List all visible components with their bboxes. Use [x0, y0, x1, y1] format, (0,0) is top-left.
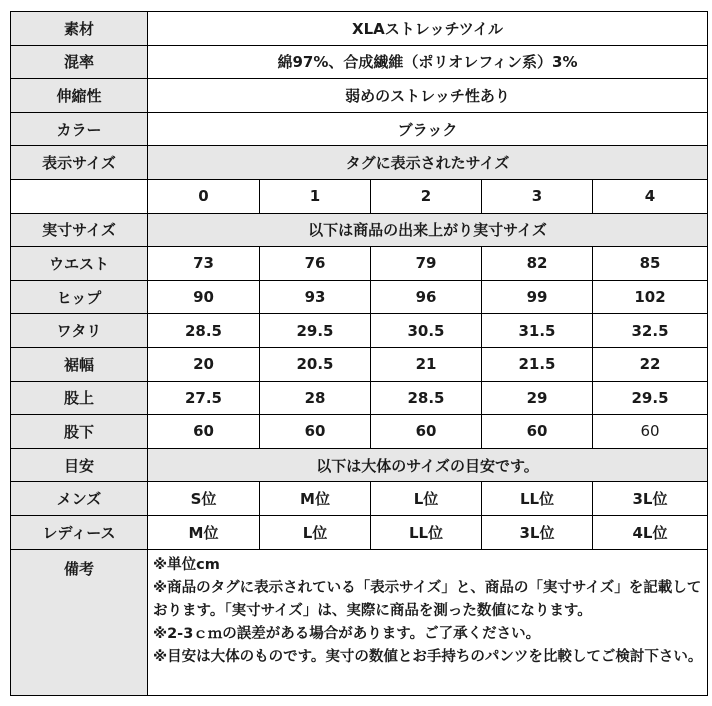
- notes-content: [148, 549, 708, 695]
- measurement-label: ワタリ: [11, 314, 148, 348]
- material-row: [11, 12, 708, 46]
- material-label: 素材: [11, 12, 148, 46]
- blend-value: 綿97%、合成繊維（ポリオレフィン系）3%: [148, 45, 708, 79]
- size-spec-table: [10, 11, 708, 696]
- ladies-size: LL位: [371, 515, 482, 549]
- measurement-value: 82: [482, 247, 593, 281]
- measurement-label: ヒップ: [11, 280, 148, 314]
- note-line: ※目安は大体のものです。実寸の数値とお手持ちのパンツを比較してご検討下さい。: [153, 649, 703, 666]
- measurement-value: 90: [148, 280, 260, 314]
- mens-size: LL位: [482, 482, 593, 516]
- mens-size: M位: [260, 482, 371, 516]
- measurement-label: 股上: [11, 381, 148, 415]
- measurement-row-thigh: [11, 314, 708, 348]
- measurement-value: 20.5: [260, 347, 371, 381]
- measurement-value: 21: [371, 347, 482, 381]
- measurement-value: 28: [260, 381, 371, 415]
- measurement-row-rise: [11, 381, 708, 415]
- size-number-cell: 2: [371, 179, 482, 213]
- guide-row: [11, 448, 708, 482]
- measurement-value: 76: [260, 247, 371, 281]
- ladies-size: M位: [148, 515, 260, 549]
- size-number-cell: 4: [593, 179, 708, 213]
- actual-size-row: [11, 213, 708, 247]
- ladies-size: 4L位: [593, 515, 708, 549]
- guide-label: 目安: [11, 448, 148, 482]
- measurement-row-waist: [11, 247, 708, 281]
- measurement-label: 股下: [11, 415, 148, 449]
- measurement-value: 27.5: [148, 381, 260, 415]
- ladies-size: 3L位: [482, 515, 593, 549]
- note-line: ※2-3ｃｍの誤差がある場合があります。ご了承ください。: [153, 626, 541, 643]
- note-line: ※商品のタグに表示されている「表示サイズ」と、商品の「実寸サイズ」を記載しております。「実寸サイズ」は、実際に商品を測った数値になります。: [153, 579, 702, 619]
- measurement-value: 28.5: [371, 381, 482, 415]
- size-number-cell: 3: [482, 179, 593, 213]
- measurement-value: 28.5: [148, 314, 260, 348]
- blend-row: [11, 45, 708, 79]
- actual-size-label: 実寸サイズ: [11, 213, 148, 247]
- size-number-row: [11, 179, 708, 213]
- color-label: カラー: [11, 112, 148, 146]
- measurement-value: 30.5: [371, 314, 482, 348]
- display-size-value: タグに表示されたサイズ: [148, 146, 708, 180]
- measurement-row-hem: [11, 347, 708, 381]
- measurement-value: 60: [371, 415, 482, 449]
- blend-label: 混率: [11, 45, 148, 79]
- measurement-value: 99: [482, 280, 593, 314]
- measurement-value: 102: [593, 280, 708, 314]
- size-number-cell: 0: [148, 179, 260, 213]
- measurement-value: 29.5: [260, 314, 371, 348]
- measurement-value: 21.5: [482, 347, 593, 381]
- measurement-row-hip: [11, 280, 708, 314]
- measurement-value: 60: [260, 415, 371, 449]
- ladies-row: [11, 515, 708, 549]
- actual-size-value: 以下は商品の出来上がり実寸サイズ: [148, 213, 708, 247]
- measurement-value: 32.5: [593, 314, 708, 348]
- stretch-row: [11, 79, 708, 113]
- display-size-row: [11, 146, 708, 180]
- measurement-value: 20: [148, 347, 260, 381]
- mens-row: [11, 482, 708, 516]
- measurement-value: 79: [371, 247, 482, 281]
- measurement-value: 31.5: [482, 314, 593, 348]
- stretch-value: 弱めのストレッチ性あり: [148, 79, 708, 113]
- mens-size: S位: [148, 482, 260, 516]
- mens-size: 3L位: [593, 482, 708, 516]
- measurement-value: 73: [148, 247, 260, 281]
- measurement-value: 22: [593, 347, 708, 381]
- color-row: [11, 112, 708, 146]
- measurement-value: 60: [148, 415, 260, 449]
- display-size-label: 表示サイズ: [11, 146, 148, 180]
- measurement-value: 60: [482, 415, 593, 449]
- notes-row: [11, 549, 708, 695]
- mens-label: メンズ: [11, 482, 148, 516]
- color-value: ブラック: [148, 112, 708, 146]
- guide-value: 以下は大体のサイズの目安です。: [148, 448, 708, 482]
- measurement-value: 85: [593, 247, 708, 281]
- measurement-value: 29: [482, 381, 593, 415]
- material-value: XLAストレッチツイル: [148, 12, 708, 46]
- measurement-row-inseam: [11, 415, 708, 449]
- measurement-value: 60: [593, 415, 708, 449]
- mens-size: L位: [371, 482, 482, 516]
- size-number-cell: 1: [260, 179, 371, 213]
- size-number-corner: [11, 179, 148, 213]
- measurement-value: 29.5: [593, 381, 708, 415]
- measurement-value: 96: [371, 280, 482, 314]
- ladies-label: レディース: [11, 515, 148, 549]
- ladies-size: L位: [260, 515, 371, 549]
- notes-label: 備考: [11, 549, 148, 695]
- note-line: ※単位cm: [153, 556, 220, 573]
- stretch-label: 伸縮性: [11, 79, 148, 113]
- measurement-value: 93: [260, 280, 371, 314]
- measurement-label: 裾幅: [11, 347, 148, 381]
- measurement-label: ウエスト: [11, 247, 148, 281]
